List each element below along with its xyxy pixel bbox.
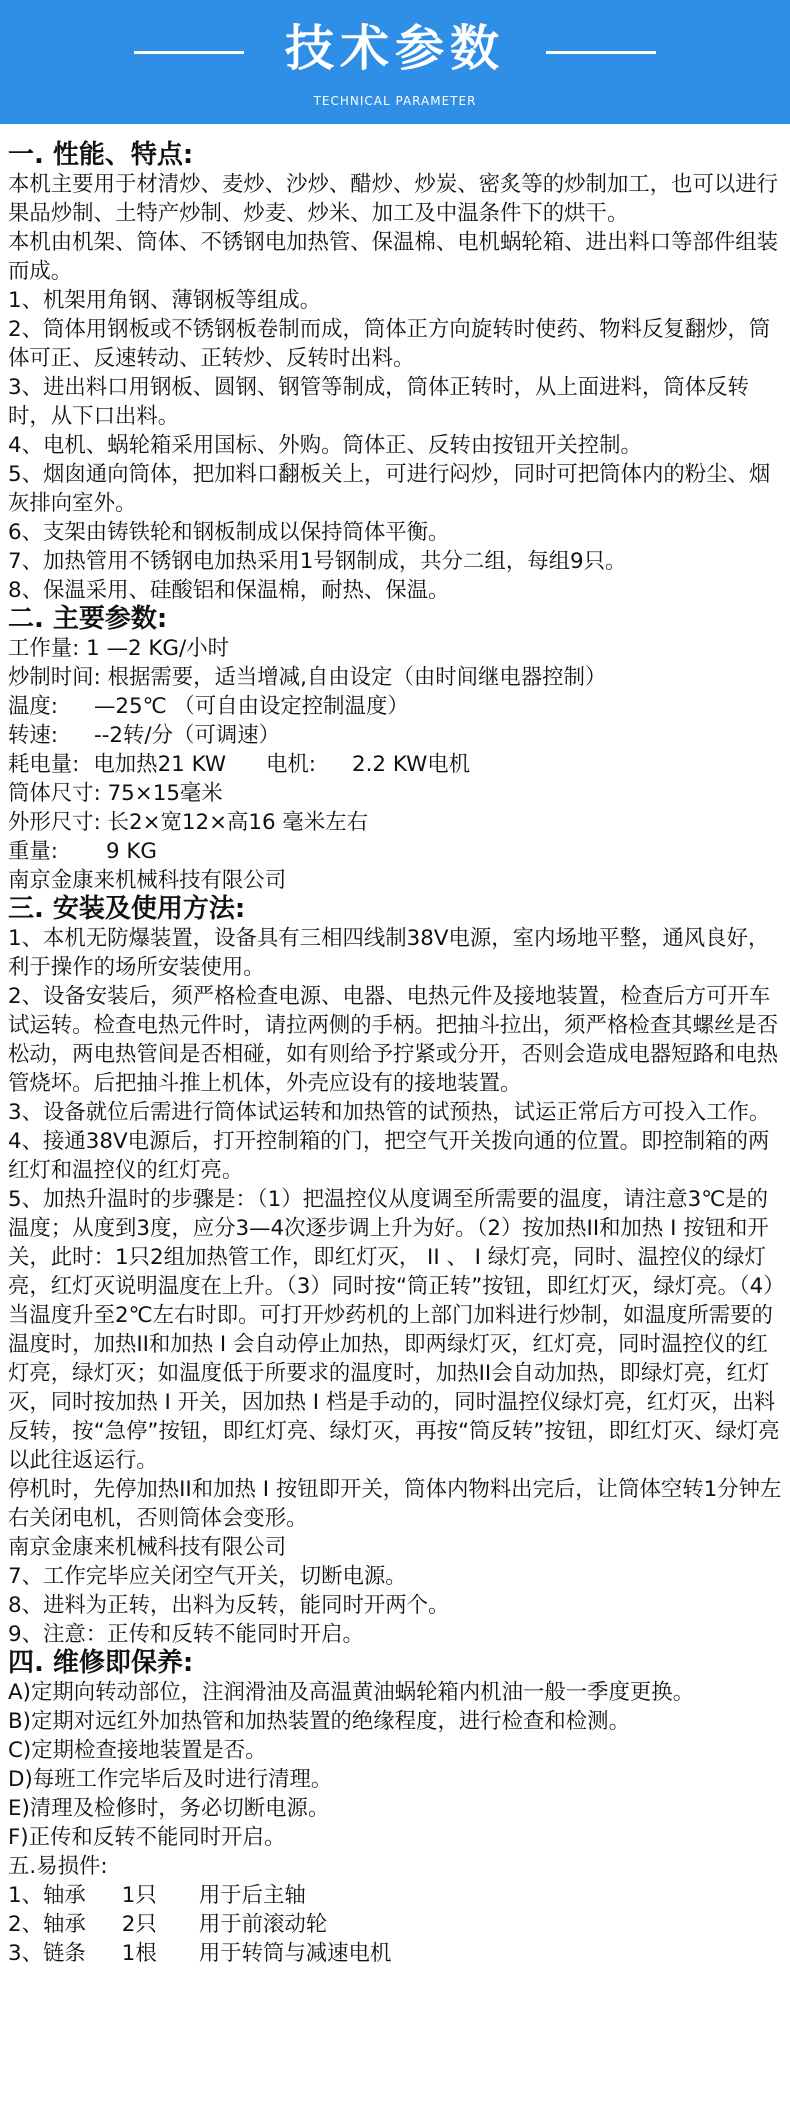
s3-line-0: 1、本机无防爆装置，设备具有三相四线制38V电源，室内场地平整，通风良好，利于操作的场所安装使用。 (8, 926, 770, 980)
param-temperature-value: —25℃ （可自由设定控制温度） (94, 694, 409, 719)
section-5-heading: 五.易损件: (8, 1854, 108, 1879)
s1-line-0: 本机主要用于材清炒、麦炒、沙炒、醋炒、炒炭、密炙等的炒制加工，也可以进行果品炒制、土特产炒制、炒麦、炒米、加工及中温条件下的烘干。 (8, 172, 779, 226)
s1-line-8: 7、加热管用不锈钢电加热采用1号钢制成，共分二组，每组9只。 (8, 549, 627, 574)
param-speed-label: 转速: (8, 723, 58, 748)
s4-line-0: A)定期向转动部位，注润滑油及高温黄油蜗轮箱内机油一般一季度更换。 (8, 1680, 695, 1705)
s4-line-4: E)清理及检修时，务必切断电源。 (8, 1796, 330, 1821)
s1-line-6: 5、烟囱通向筒体，把加料口翻板关上，可进行闷炒，同时可把筒体内的粉尘、烟灰排向室外。 (8, 462, 771, 516)
part-use: 用于前滚动轮 (198, 1912, 328, 1937)
param-motor-label: 电机: (266, 752, 316, 777)
s4-line-2: C)定期检查接地装置是否。 (8, 1738, 267, 1763)
param-speed-value: --2转/分（可调速） (94, 723, 280, 748)
part-name: 2、轴承 (8, 1912, 86, 1937)
s3-line-8: 8、进料为正转，出料为反转，能同时开两个。 (8, 1593, 450, 1618)
param-weight-value: 9 KG (106, 839, 158, 864)
s4-line-3: D)每班工作完毕后及时进行清理。 (8, 1767, 333, 1792)
part-name: 3、链条 (8, 1941, 86, 1966)
company-name: 南京金康来机械科技有限公司 (8, 868, 287, 893)
s1-line-4: 3、进出料口用钢板、圆钢、钢管等制成，筒体正转时，从上面进料，筒体反转时，从下口出料。 (8, 375, 749, 429)
part-use: 用于转筒与减速电机 (198, 1941, 392, 1966)
s3-line-9: 9、注意：正传和反转不能同时开启。 (8, 1622, 364, 1647)
part-row (8, 1910, 782, 1939)
banner-right-line (546, 51, 656, 54)
param-speed (8, 721, 782, 750)
s4-line-1: B)定期对远红外加热管和加热装置的绝缘程度，进行检查和检测。 (8, 1709, 630, 1734)
section-2-heading: 二. 主要参数: (8, 604, 168, 634)
param-capacity: 工作量: 1 —2 KG/小时 (8, 636, 229, 661)
param-power-label: 耗电量: (8, 752, 80, 777)
part-qty: 1只 (121, 1883, 157, 1908)
s3-line-6: 南京金康来机械科技有限公司 (8, 1535, 287, 1560)
s3-line-7: 7、工作完毕应关闭空气开关，切断电源。 (8, 1564, 407, 1589)
s1-line-2: 1、机架用角钢、薄钢板等组成。 (8, 288, 322, 313)
page-title: 技术参数 (284, 20, 505, 77)
document-body (0, 124, 790, 1968)
param-temperature-label: 温度: (8, 694, 58, 719)
part-name: 1、轴承 (8, 1883, 86, 1908)
param-outline-size: 外形尺寸: 长2×宽12×高16 毫米左右 (8, 810, 368, 835)
param-power-heat: 电加热21 KW (93, 752, 226, 777)
s1-line-5: 4、电机、蜗轮箱采用国标、外购。筒体正、反转由按钮开关控制。 (8, 433, 642, 458)
s1-line-1: 本机由机架、筒体、不锈钢电加热管、保温棉、电机蜗轮箱、进出料口等部件组装而成。 (8, 230, 779, 284)
param-time: 炒制时间: 根据需要，适当增减,自由设定（由时间继电器控制） (8, 665, 607, 690)
s3-line-3: 4、接通38V电源后，打开控制箱的门，把空气开关拨向通的位置。即控制箱的两红灯和温控仪的红灯亮。 (8, 1129, 770, 1183)
param-motor-value: 2.2 KW电机 (352, 752, 471, 777)
part-qty: 2只 (121, 1912, 157, 1937)
page-subtitle: TECHNICAL PARAMETER (313, 94, 477, 108)
section-1-heading: 一. 性能、特点: (8, 140, 194, 170)
s3-line-2: 3、设备就位后需进行筒体试运转和加热管的试预热，试运正常后方可投入工作。 (8, 1100, 771, 1125)
param-weight (8, 837, 782, 866)
s3-line-5: 停机时，先停加热II和加热 I 按钮即开关，筒体内物料出完后，让筒体空转1分钟左右关闭电机，否则筒体会变形。 (8, 1477, 782, 1531)
param-temperature (8, 692, 782, 721)
s4-line-5: F)正传和反转不能同时开启。 (8, 1825, 286, 1850)
param-drum-size: 筒体尺寸: 75×15毫米 (8, 781, 223, 806)
part-row (8, 1881, 782, 1910)
part-qty: 1根 (121, 1941, 157, 1966)
header-banner (0, 0, 790, 124)
part-row (8, 1939, 782, 1968)
s3-line-1: 2、设备安装后，须严格检查电源、电器、电热元件及接地装置，检查后方可开车试运转。检查电热元件时，请拉两侧的手柄。把抽斗拉出，须严格检查其螺丝是否松动，两电热管间是否相碰，如有则给予拧紧或分开，否则会造成电器短路和电热管烧坏。后把抽斗推上机体，外壳应设有的接地装置。 (8, 984, 779, 1096)
s1-line-7: 6、支架由铸铁轮和钢板制成以保持筒体平衡。 (8, 520, 450, 545)
s3-line-4: 5、加热升温时的步骤是：（1）把温控仪从度调至所需要的温度，请注意3℃是的温度；从度到3度，应分3—4次逐步调上升为好。（2）按加热II和加热 I 按钮和开关，此时：1只2组加热管工作，即红灯灭， II 、 I 绿灯亮，同时、温控仪的绿灯亮，红灯灭说明温度在上升。（3）同时按“筒正转”按钮，即红灯灭，绿灯亮。（4）当温度升至2℃左右时即。可打开炒药机的上部门加料进行炒制，如温度所需要的温度时，加热II和加热 I 会自动停止加热，即两绿灯灭，红灯亮，同时温控仪的红灯亮，绿灯灭；如温度低于所要求的温度时，加热II会自动加热，即绿灯亮，红灯灭，同时按加热 I 开关，因加热 I 档是手动的，同时温控仪绿灯亮，红灯灭，出料反转，按“急停”按钮，即红灯亮、绿灯灭，再按“筒反转”按钮，即红灯灭、绿灯亮以此往返运行。 (8, 1187, 780, 1473)
part-use: 用于后主轴 (198, 1883, 306, 1908)
section-4-heading: 四. 维修即保养: (8, 1648, 194, 1678)
param-weight-label: 重量: (8, 839, 58, 864)
s1-line-3: 2、筒体用钢板或不锈钢板卷制而成，筒体正方向旋转时使药、物料反复翻炒，筒体可正、反速转动、正转炒、反转时出料。 (8, 317, 771, 371)
s1-line-9: 8、保温采用、硅酸铝和保温棉，耐热、保温。 (8, 578, 450, 603)
section-3-heading: 三. 安装及使用方法: (8, 894, 246, 924)
param-power (8, 750, 782, 779)
